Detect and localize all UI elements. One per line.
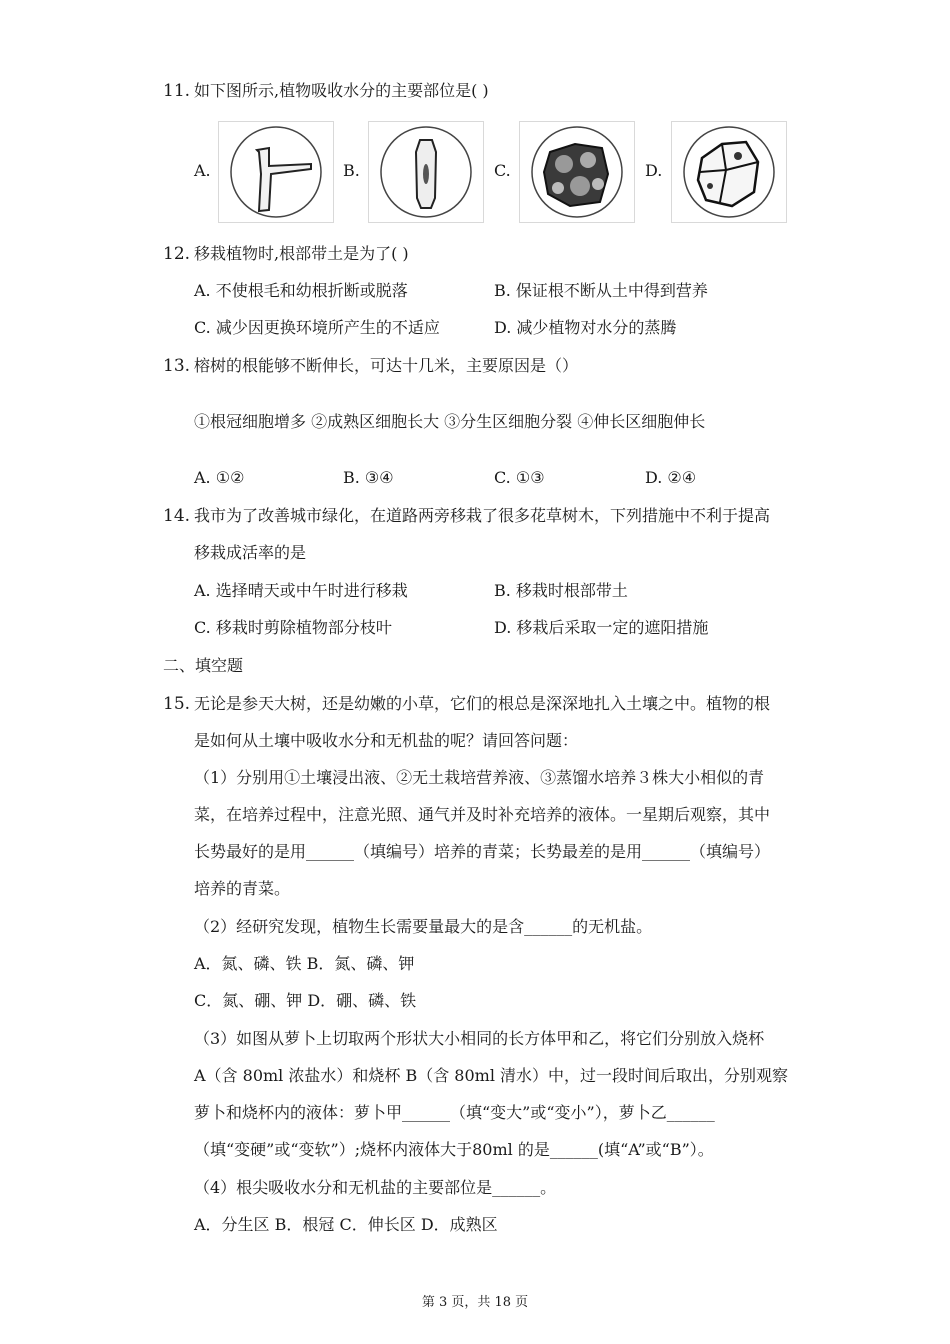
dividing-cells-icon (520, 122, 634, 222)
question-13-number: 13. (163, 356, 191, 376)
q15-line: （3）如图从萝卜上切取两个形状大小相同的长方体甲和乙，将它们分别放入烧杯 (194, 1029, 765, 1048)
q15-line: 培养的青菜。 (194, 879, 291, 898)
q11-option-d-image (671, 121, 787, 223)
q15-line: （1）分别用①土壤浸出液、②无土栽培营养液、③蒸馏水培养３株大小相似的青 (194, 768, 765, 787)
q15-line: 长势最好的是用______（填编号）培养的青菜；长势最差的是用______（填编号） (194, 842, 771, 861)
q11-option-c-letter: C. (494, 161, 511, 180)
q15-line: （4）根尖吸收水分和无机盐的主要部位是______。 (194, 1178, 557, 1197)
section-heading-fill-in: 二、填空题 (163, 656, 244, 675)
question-15-number: 15. (163, 694, 191, 714)
q13-option-c: C. ①③ (494, 468, 545, 487)
question-14-number: 14. (163, 506, 191, 526)
question-11-number: 11. (163, 81, 191, 101)
q11-option-b-image (368, 121, 484, 223)
question-14-stem-line-1: 我市为了改善城市绿化，在道路两旁移栽了很多花草树木，下列措施中不利于提高 (194, 506, 771, 525)
q11-option-b-letter: B. (343, 161, 360, 180)
q13-option-a: A. ①② (194, 468, 245, 487)
q11-option-d-letter: D. (645, 161, 663, 180)
mature-cells-icon (672, 122, 786, 222)
q14-option-a: A. 选择晴天或中午时进行移栽 (194, 581, 408, 600)
q15-line: （填“变硬”或“变软”）;烧杯内液体大于80ml 的是______(填“A”或“B”）。 (194, 1140, 714, 1159)
q11-option-a-image (218, 121, 334, 223)
q15-line: 萝卜和烧杯内的液体：萝卜甲______（填“变大”或“变小”），萝卜乙______ (194, 1103, 715, 1122)
root-hair-cell-icon (219, 122, 333, 222)
question-11-stem: 如下图所示,植物吸收水分的主要部位是( ) (194, 81, 489, 100)
q12-option-c: C. 减少因更换环境所产生的不适应 (194, 318, 440, 337)
q15-line: 是如何从土壤中吸收水分和无机盐的呢？请回答问题： (194, 731, 579, 750)
q13-statements: ①根冠细胞增多 ②成熟区细胞长大 ③分生区细胞分裂 ④伸长区细胞伸长 (194, 412, 706, 431)
q11-option-a-letter: A. (194, 161, 211, 180)
q15-line: C．氮、硼、钾 D．硼、磷、铁 (194, 991, 417, 1010)
q11-option-c-image (519, 121, 635, 223)
q15-line: A．氮、磷、铁 B．氮、磷、钾 (194, 954, 415, 973)
q14-option-b: B. 移栽时根部带土 (494, 581, 628, 600)
question-12-number: 12. (163, 244, 191, 264)
question-12-stem: 移栽植物时,根部带土是为了( ) (194, 244, 409, 263)
q13-option-d: D. ②④ (645, 468, 697, 487)
q14-option-c: C. 移栽时剪除植物部分枝叶 (194, 618, 392, 637)
q14-option-d: D. 移栽后采取一定的遮阳措施 (494, 618, 709, 637)
question-14-stem-line-2: 移栽成活率的是 (194, 543, 307, 562)
q12-option-d: D. 减少植物对水分的蒸腾 (494, 318, 677, 337)
q15-line: A．分生区 B．根冠 C．伸长区 D．成熟区 (194, 1215, 498, 1234)
q12-option-b: B. 保证根不断从土中得到营养 (494, 281, 708, 300)
q12-option-a: A. 不使根毛和幼根折断或脱落 (194, 281, 408, 300)
q15-line: A（含 80ml 浓盐水）和烧杯 B（含 80ml 清水）中，过一段时间后取出，分别观察 (194, 1066, 789, 1085)
question-13-stem: 榕树的根能够不断伸长，可达十几米，主要原因是（） (194, 356, 579, 375)
page-footer: 第 3 页，共 18 页 (421, 1295, 529, 1310)
elongated-cell-icon (369, 122, 483, 222)
q15-line: 无论是参天大树，还是幼嫩的小草，它们的根总是深深地扎入土壤之中。植物的根 (194, 694, 771, 713)
q15-line: 菜，在培养过程中，注意光照、通气并及时补充培养的液体。一星期后观察，其中 (194, 805, 771, 824)
q13-option-b: B. ③④ (343, 468, 394, 487)
q15-line: （2）经研究发现，植物生长需要量最大的是含______的无机盐。 (194, 917, 653, 936)
